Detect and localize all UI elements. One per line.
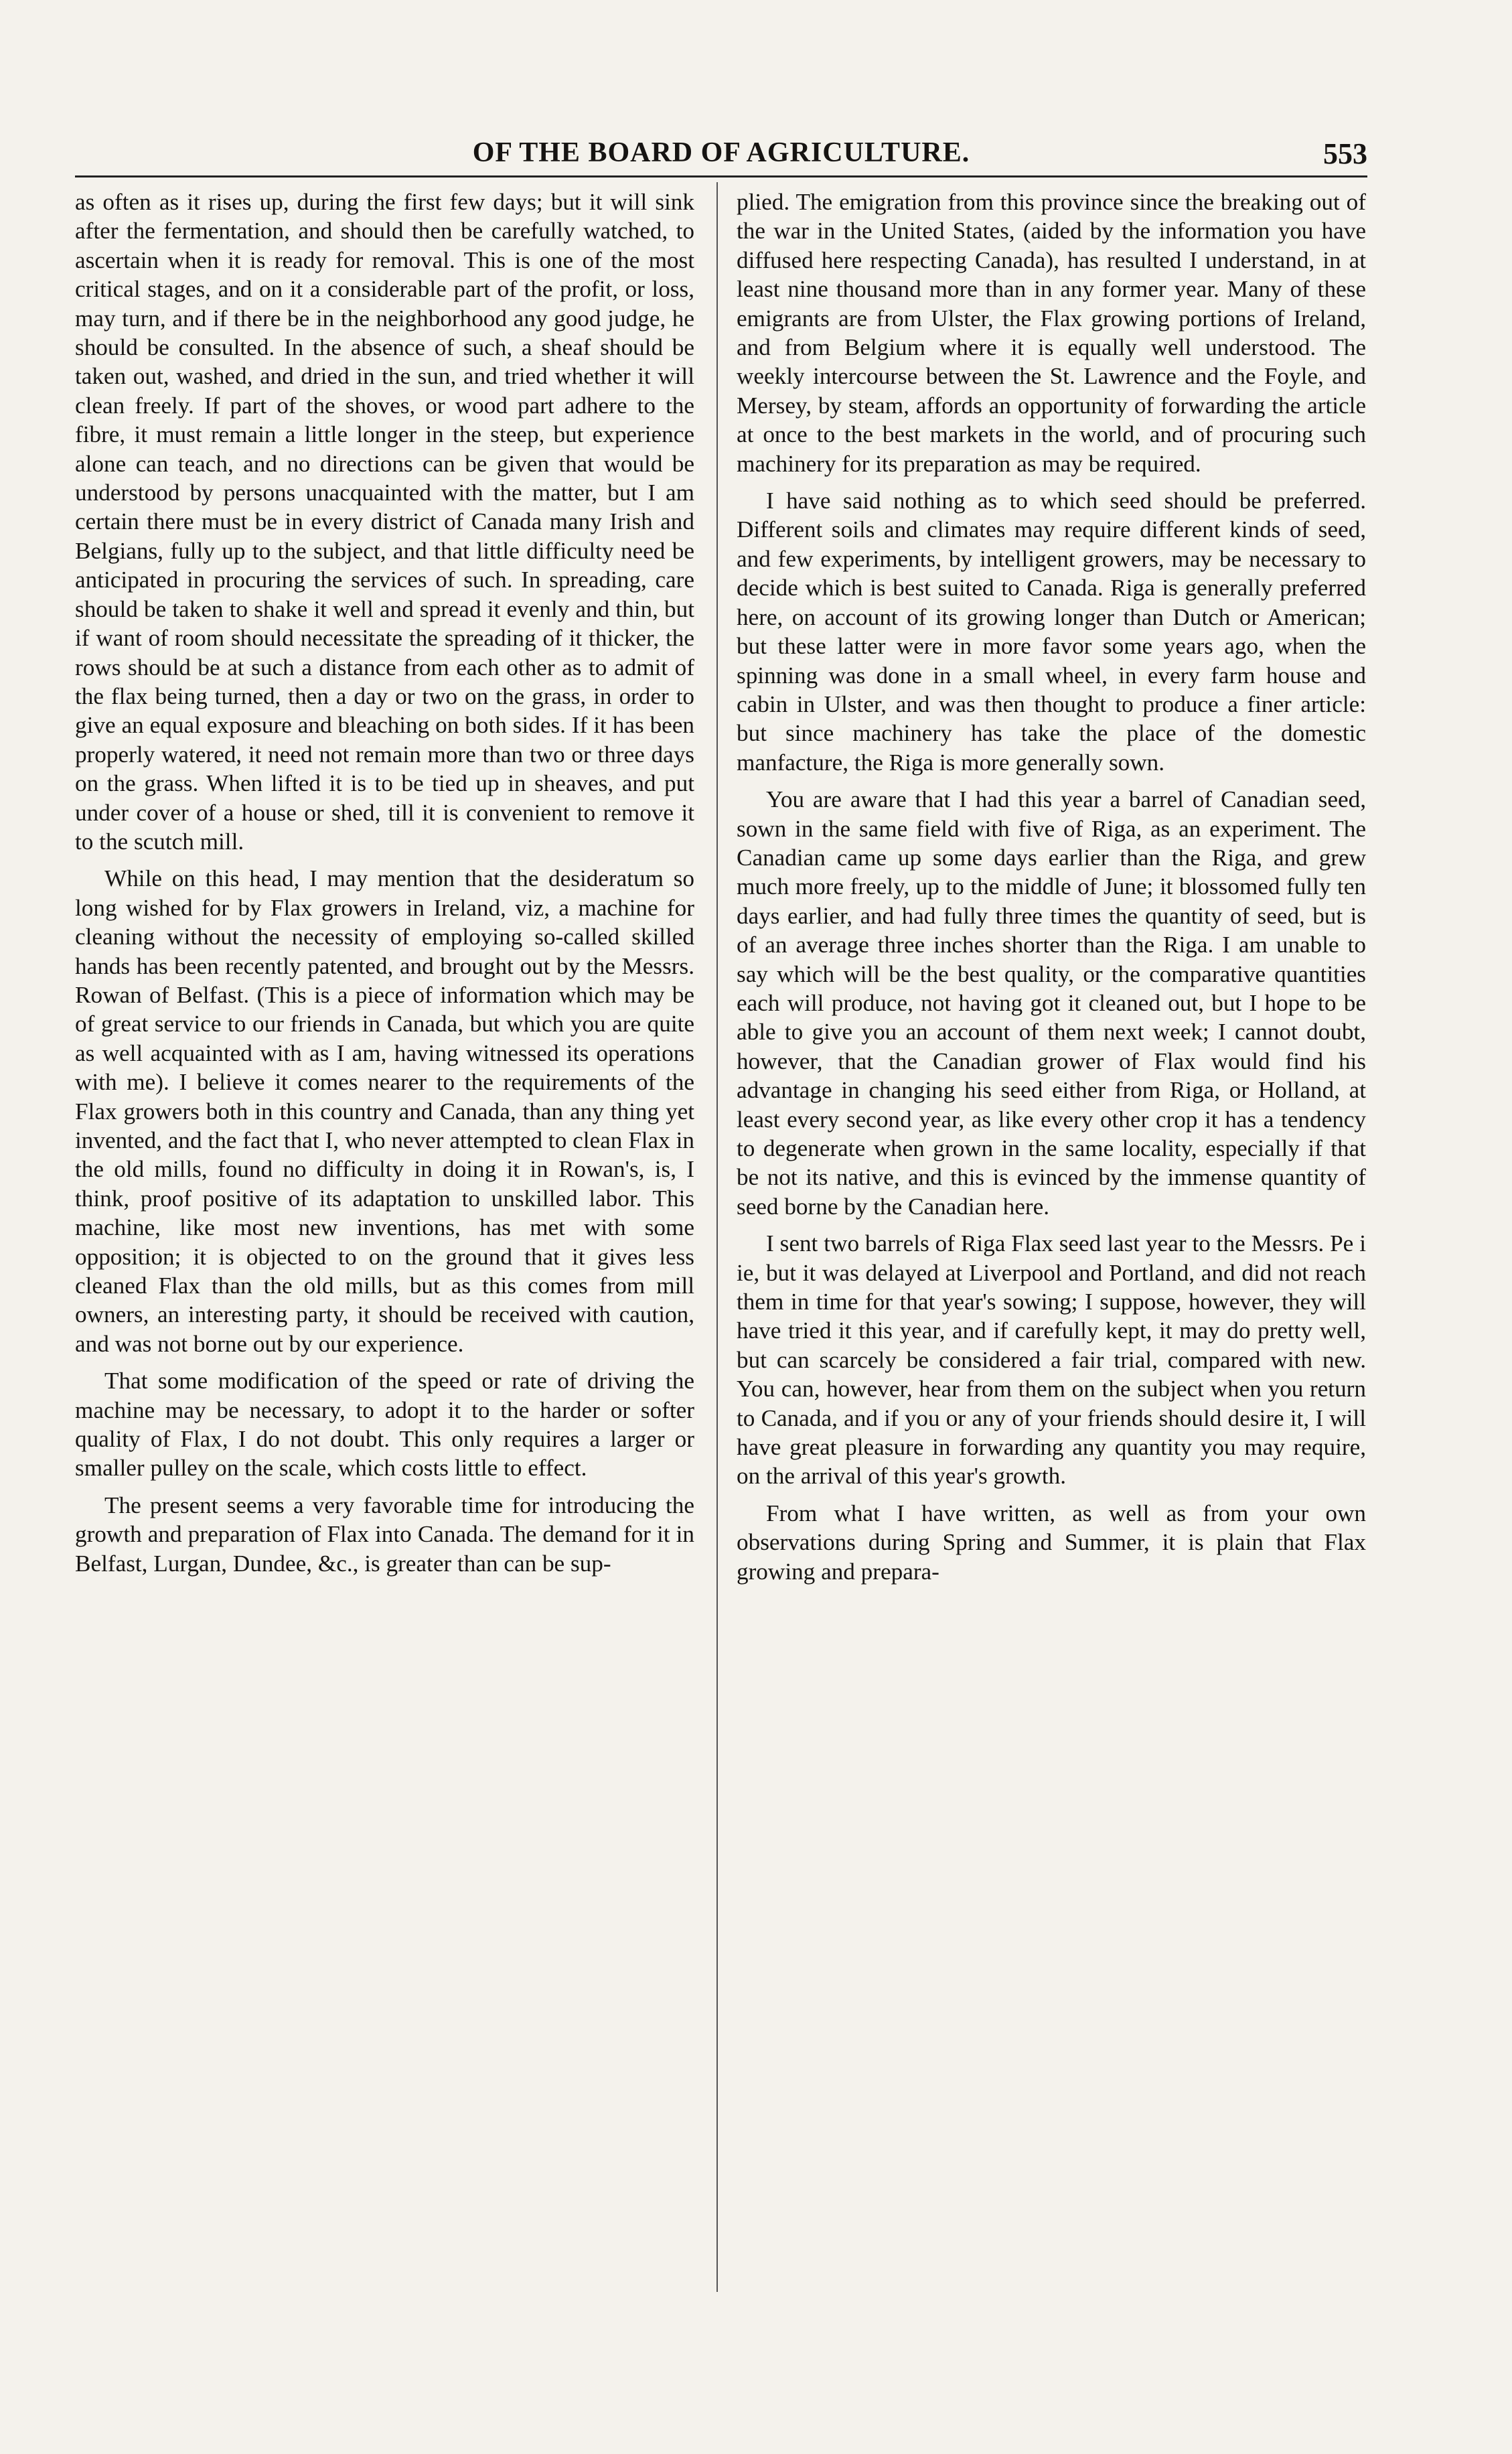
paragraph: as often as it rises up, during the first few days; but it will sink after the fermentation, and should then be carefully watched, to ascertain when it is ready for removal. This is one of the most critical stages, and on it a considerable part of the profit, or loss, may turn, and if there be in the neighborhood any good judge, he should be consulted. In the absence of such, a sheaf should be taken out, washed, and dried in the sun, and tried whether it will clean freely. If part of the shoves, or wood part adhere to the fibre, it must remain a little longer in the steep, but experience alone can teach, and no directions can be given that would be understood by persons unacquainted with the matter, but I am certain there must be in every district of Canada many Irish and Belgians, fully up to the subject, and that little difficulty need be anticipated in procuring the services of such. In spreading, care should be taken to shake it well and spread it evenly and thin, but if want of room should necessitate the spreading of it thicker, the rows should be at such a distance from each other as to admit of the flax being turned, then a day or two on the grass, in order to give an equal exposure and bleaching on both sides. If it has been properly watered, it need not remain more than two or three days on the grass. When lifted it is to be tied up in sheaves, and put under cover of a house or shed, till it is convenient to remove it to the scutch mill. bbox=[75, 189, 694, 855]
paragraph: The present seems a very favorable time for introducing the growth and preparation of Flax into Canada. The demand for it in Belfast, Lurgan, Dundee, &c., is greater than can be sup- bbox=[75, 1492, 694, 1577]
paragraph: I sent two barrels of Riga Flax seed last year to the Messrs. Pe i ie, but it was delayed at Liverpool and Portland, and did not reach them in time for that year's sowing; I suppose, however, they will have tried it this year, and if carefully kept, it may do pretty well, but can scarcely be considered a fair trial, compared with new. You can, however, hear from them on the subject when you return to Canada, and if you or any of your friends should desire it, I will have great pleasure in forwarding any quantity you may require, on the arrival of this year's growth. bbox=[737, 1230, 1366, 1490]
column-divider bbox=[716, 182, 718, 2292]
paragraph: That some modification of the speed or rate of driving the machine may be necessary, to adopt it to the harder or softer quality of Flax, I do not doubt. This only requires a larger or smaller pulley on the scale, which costs little to effect. bbox=[75, 1368, 694, 1482]
running-head bbox=[75, 137, 1367, 177]
left-column bbox=[75, 188, 694, 1578]
paragraph: You are aware that I had this year a barrel of Canadian seed, sown in the same field with five of Riga, as an experiment. The Canadian came up some days earlier than the Riga, and grew much more freely, up to the middle of June; it blossomed fully ten days earlier, and had fully three times the quantity of seed, but is of an average three inches shorter than the Riga. I am unable to say which will be the best quality, or the comparative quantities each will produce, not having got it cleaned out, but I hope to be able to give you an account of them next week; I cannot doubt, however, that the Canadian grower of Flax would find his advantage in changing his seed either from Riga, or Holland, at least every second year, as like every other crop it has a tendency to degenerate when grown in the same locality, especially if that be not its native, and this is evinced by the immense quantity of seed borne by the Canadian here. bbox=[737, 786, 1366, 1220]
paragraph: plied. The emigration from this province since the breaking out of the war in the United States, (aided by the information you have diffused here respecting Canada), has resulted I understand, in at least nine thousand more than in any former year. Many of these emigrants are from Ulster, the Flax growing portions of Ireland, and from Belgium where it is equally well understood. The weekly intercourse between the St. Lawrence and the Foyle, and Mersey, by steam, affords an opportunity of forwarding the article at once to the best markets in the world, and of procuring such machinery for its preparation as may be required. bbox=[737, 189, 1366, 477]
paragraph: While on this head, I may mention that the desideratum so long wished for by Flax growers in Ireland, viz, a machine for cleaning without the necessity of employing so-called skilled hands has been recently patented, and brought out by the Messrs. Rowan of Belfast. (This is a piece of information which may be of great service to our friends in Canada, but which you are quite as well acquainted with as I am, having witnessed its operations with me). I believe it comes nearer to the requirements of the Flax growers both in this country and Canada, than any thing yet invented, and the fact that I, who never attempted to clean Flax in the old mills, found no difficulty in doing it in Rowan's, is, I think, proof positive of its adaptation to unskilled labor. This machine, like most new inventions, has met with some opposition; it is objected to on the ground that it gives less cleaned Flax than the old mills, but as this comes from mill owners, an interesting party, it should be received with caution, and was not borne out by our experience. bbox=[75, 865, 694, 1357]
paragraph: From what I have written, as well as from your own observations during Spring and Summer, it is plain that Flax growing and prepara- bbox=[737, 1500, 1366, 1585]
header-rule bbox=[75, 175, 1367, 177]
paragraph: I have said nothing as to which seed should be preferred. Different soils and climates may require different kinds of seed, and few experiments, by intelligent growers, may be necessary to decide which is best suited to Canada. Riga is generally preferred here, on account of its growing longer than Dutch or American; but these latter were in more favor some years ago, when the spinning was done in a small wheel, in every farm house and cabin in Ulster, and was then thought to produce a finer article: but since machinery has take the place of the domestic manfacture, the Riga is more generally sown. bbox=[737, 488, 1366, 776]
page-title: OF THE BOARD OF AGRICULTURE. bbox=[472, 137, 970, 168]
right-column bbox=[737, 188, 1366, 1586]
page-number: 553 bbox=[1323, 137, 1367, 170]
